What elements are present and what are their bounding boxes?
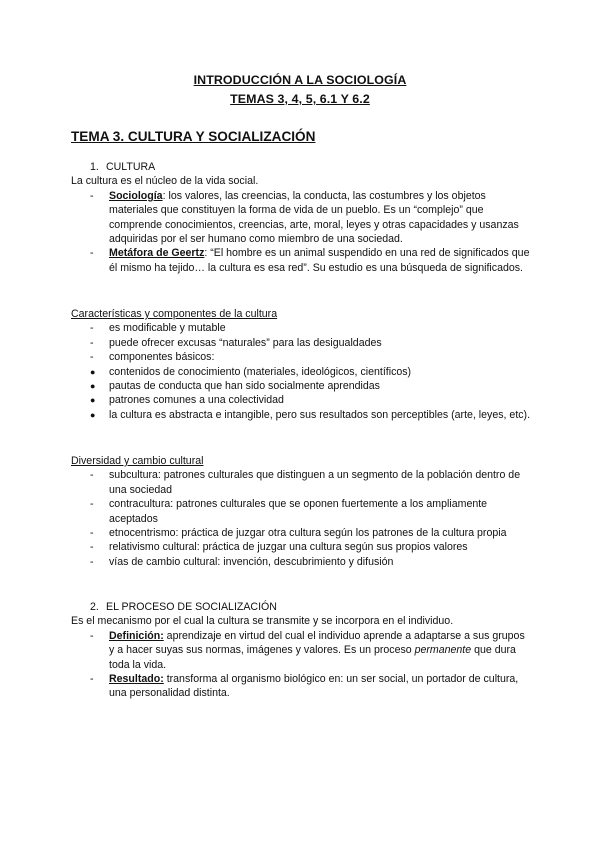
section-number: 2. — [90, 601, 99, 613]
list-item — [71, 189, 531, 247]
dash-marker: - — [90, 351, 94, 364]
list-item-text: patrones comunes a una colectividad — [109, 394, 284, 407]
dash-marker: - — [90, 189, 94, 202]
dash-marker: - — [90, 629, 94, 642]
section-cultura-heading — [71, 160, 531, 174]
dash-marker: - — [90, 469, 94, 482]
list-item-text: contracultura: patrones culturales que se oponen fuertemente a los ampliamente aceptados — [109, 498, 488, 525]
list-item-text: contenidos de conocimiento (materiales, ideológicos, científicos) — [109, 365, 412, 378]
term-label: Metáfora de Geertz — [109, 247, 205, 260]
dash-marker: - — [90, 541, 94, 554]
list-item-text: componentes básicos: — [109, 351, 215, 364]
bullet-marker: ● — [90, 366, 96, 377]
list-item — [71, 497, 531, 526]
term-label: Sociología — [109, 189, 163, 202]
list-item-text: vías de cambio cultural: invención, descubrimiento y difusión — [109, 555, 394, 568]
cultura-list — [71, 189, 531, 275]
list-item-text: la cultura es abstracta e intangible, pero sus resultados son perceptibles (arte, leyes, etc). — [109, 408, 531, 421]
bullet-marker: ● — [90, 395, 96, 406]
caracteristicas-heading: Características y componentes de la cultura — [71, 308, 278, 320]
list-item — [71, 393, 531, 407]
list-item — [71, 468, 531, 497]
term-text: aprendizaje en virtud del cual el individuo aprende a adaptarse a sus grupos y a hacer suyas sus normas, imágenes y valores. Es un proceso — [109, 629, 525, 657]
dash-marker: - — [90, 498, 94, 511]
diversidad-list — [71, 468, 531, 569]
list-item-text: relativismo cultural: práctica de juzgar una cultura según sus propios valores — [109, 541, 468, 554]
section-title: CULTURA — [106, 161, 156, 173]
dash-marker: - — [90, 673, 94, 686]
list-item — [71, 365, 531, 379]
tema3-heading: TEMA 3. CULTURA Y SOCIALIZACIÓN — [71, 129, 316, 144]
section-diversidad — [71, 454, 531, 569]
dash-marker: - — [90, 527, 94, 540]
list-item — [71, 321, 531, 335]
diversidad-heading: Diversidad y cambio cultural — [71, 455, 204, 467]
list-item — [71, 672, 531, 701]
dash-marker: - — [90, 247, 94, 260]
section-caracteristicas — [71, 307, 531, 422]
socializacion-list — [71, 629, 531, 701]
section-socializacion — [71, 600, 531, 701]
cultura-intro: La cultura es el núcleo de la vida social. — [71, 175, 259, 188]
section-socializacion-heading — [71, 600, 531, 614]
list-item — [71, 246, 531, 275]
list-item — [71, 379, 531, 393]
list-item — [71, 555, 531, 569]
bullet-marker: ● — [90, 381, 96, 392]
list-item-text: pautas de conducta que han sido socialmente aprendidas — [109, 380, 380, 393]
document-title: INTRODUCCIÓN A LA SOCIOLOGÍA — [193, 73, 407, 87]
document-subtitle: TEMAS 3, 4, 5, 6.1 Y 6.2 — [230, 92, 370, 106]
list-item — [71, 408, 531, 422]
term-label: Definición: — [109, 629, 164, 642]
emphasis-text: permanente — [414, 644, 472, 657]
term-text: : los valores, las creencias, la conducta, las costumbres y los objetos materiales que constituyen la forma de vida de un pueblo. Es un “complejo” que comprende conocimientos, creencias, arte, moral, leyes y otras capacidades y usanzas adquiridas por el ser humano como miembro de una sociedad. — [109, 189, 519, 246]
list-item — [71, 629, 531, 672]
bullet-marker: ● — [90, 409, 96, 420]
list-item — [71, 526, 531, 540]
list-item — [71, 336, 531, 350]
term-label: Resultado: — [109, 673, 164, 686]
caracteristicas-list — [71, 321, 531, 422]
list-item — [71, 540, 531, 554]
list-item-text: puede ofrecer excusas “naturales” para las desigualdades — [109, 336, 382, 349]
dash-marker: - — [90, 555, 94, 568]
section-cultura — [71, 160, 531, 275]
section-number: 1. — [90, 161, 99, 173]
list-item — [71, 350, 531, 364]
term-text-tail: que dura toda la vida. — [109, 644, 516, 671]
dash-marker: - — [90, 336, 94, 349]
term-text: : “El hombre es un animal suspendido en una red de significados que él mismo ha tejido… la cultura es esa red”. Su estudio es una búsqueda de significados. — [109, 247, 530, 274]
term-text: transforma al organismo biológico en: un ser social, un portador de cultura, una personalidad distinta. — [109, 673, 519, 700]
section-title: EL PROCESO DE SOCIALIZACIÓN — [106, 601, 277, 613]
list-item-text: subcultura: patrones culturales que distinguen a un segmento de la población dentro de una sociedad — [109, 469, 521, 496]
dash-marker: - — [90, 322, 94, 335]
list-item-text: es modificable y mutable — [109, 322, 226, 335]
socializacion-intro: Es el mecanismo por el cual la cultura se transmite y se incorpora en el individuo. — [71, 615, 454, 628]
list-item-text: etnocentrismo: práctica de juzgar otra cultura según los patrones de la cultura propia — [109, 527, 507, 540]
